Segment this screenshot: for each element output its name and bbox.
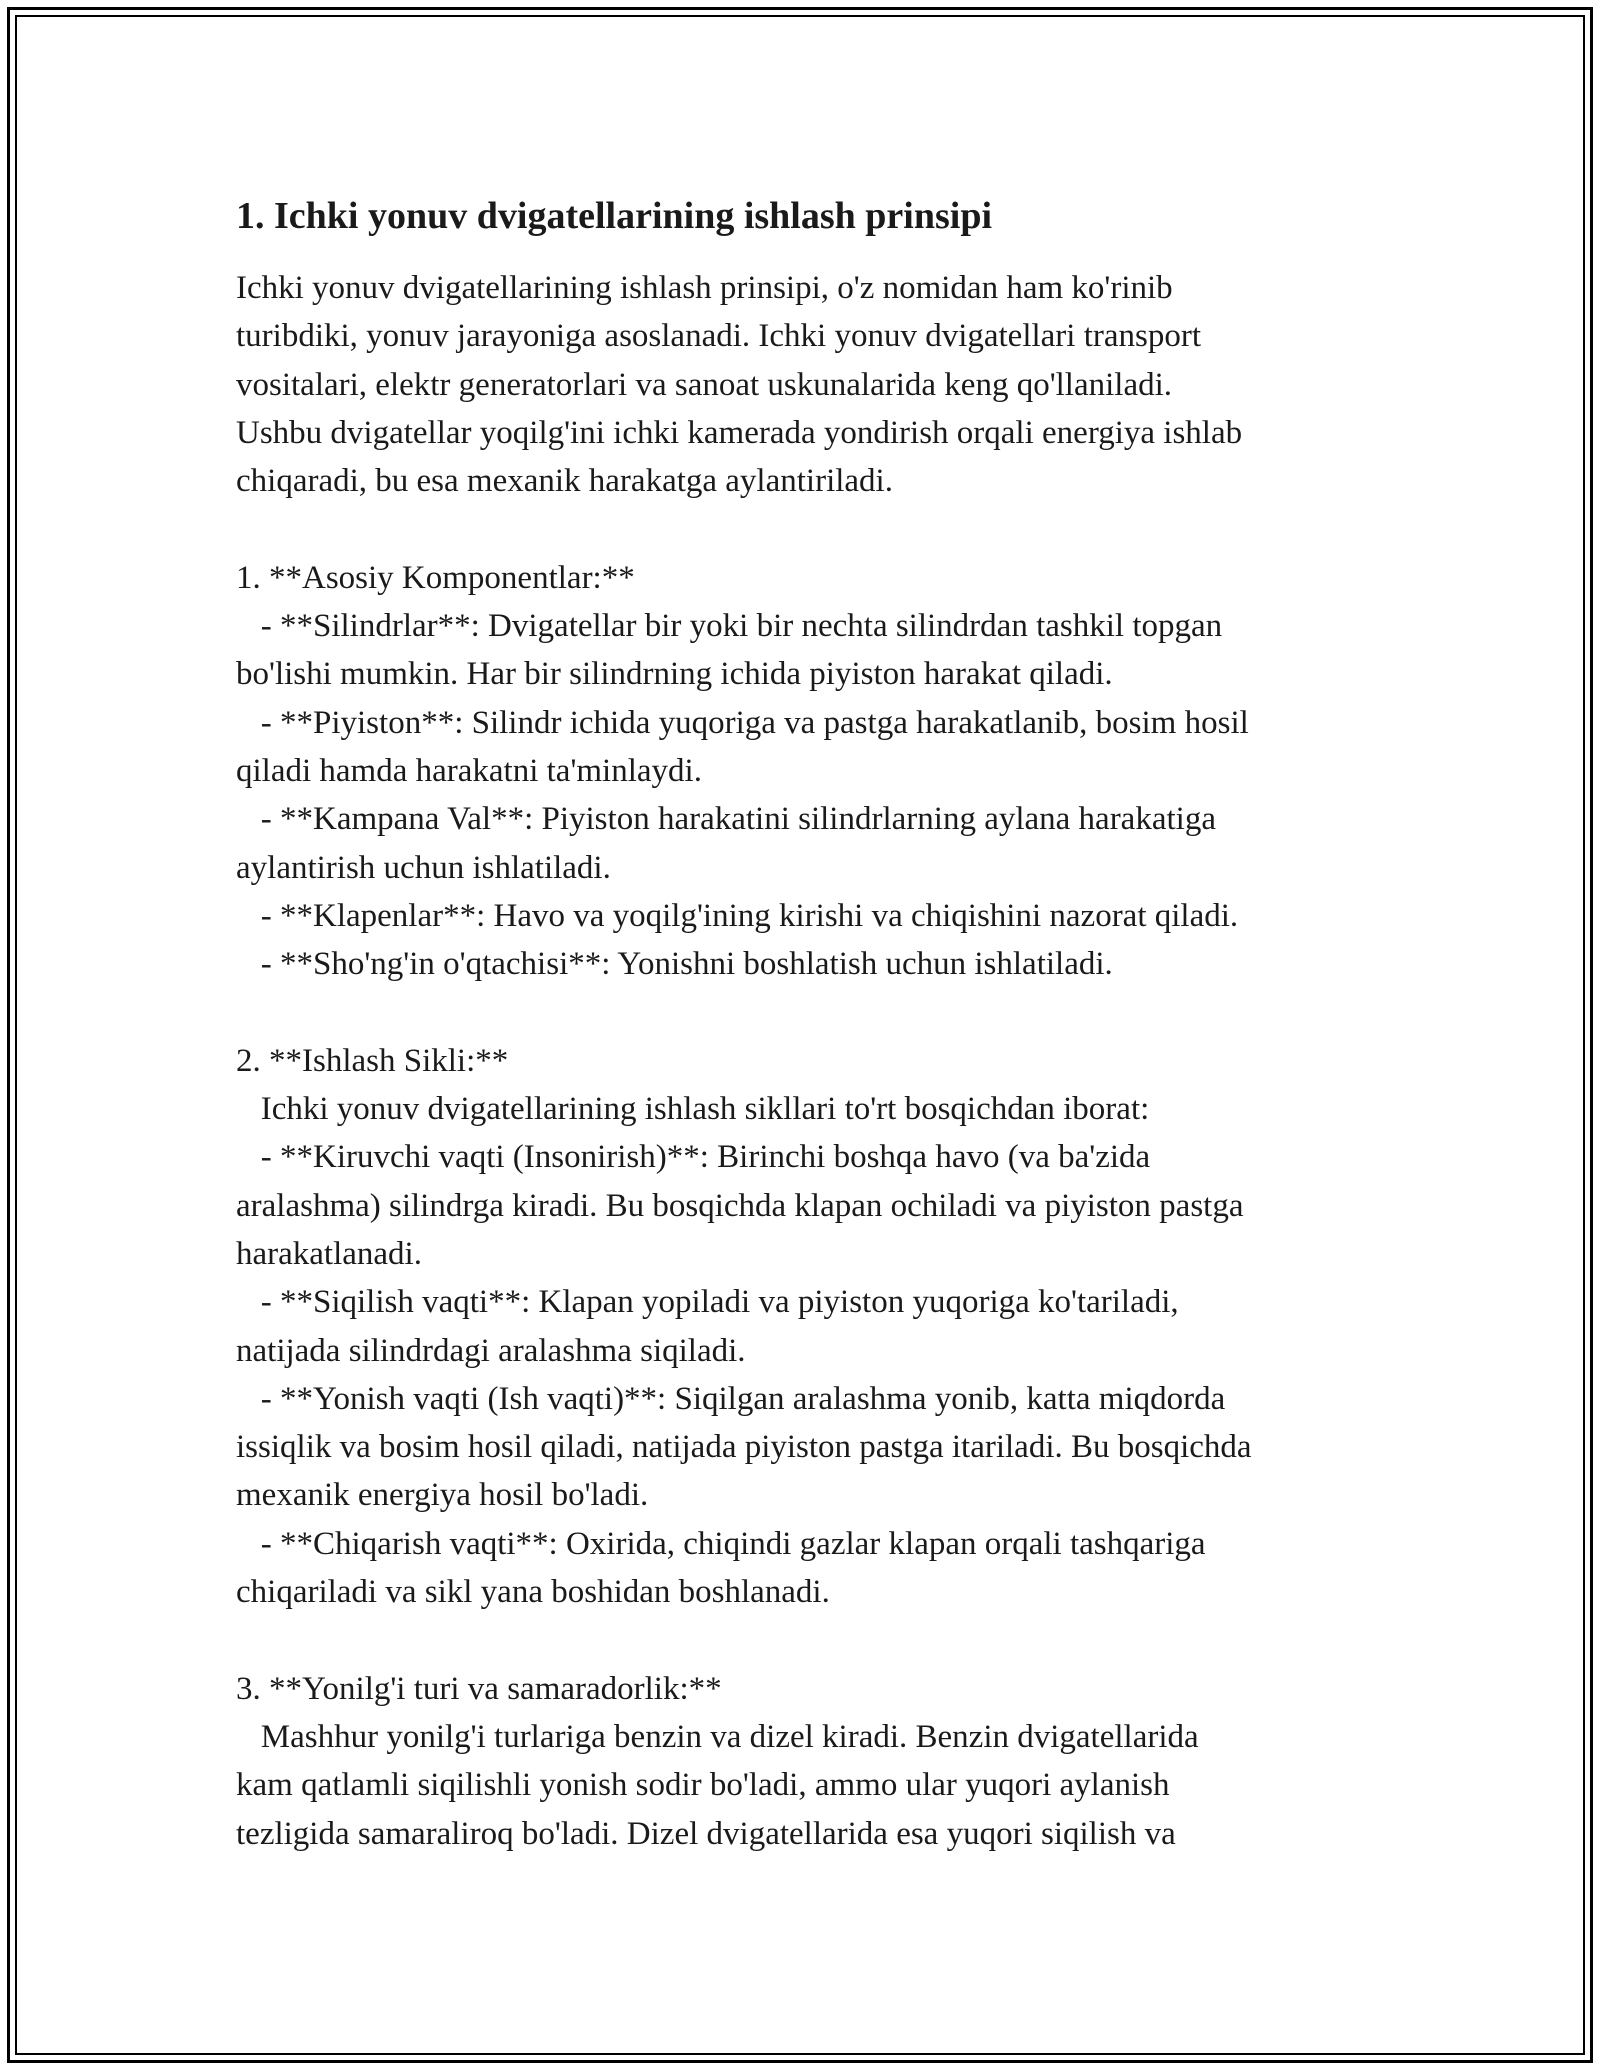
text-line: chiqariladi va sikl yana boshidan boshlanadi. — [236, 1574, 830, 1611]
text-line: - **Kiruvchi vaqti (Insonirish)**: Birinchi boshqa havo (va ba'zida — [236, 1139, 1151, 1176]
text-line: chiqaradi, bu esa mexanik harakatga aylantiriladi. — [236, 463, 893, 500]
text-line: Ushbu dvigatellar yoqilg'ini ichki kamerada yondirish orqali energiya ishlab — [236, 414, 1243, 451]
text-line: aylantirish uchun ishlatiladi. — [236, 849, 611, 886]
blank-line — [236, 988, 1386, 1036]
text-line: tezligida samaraliroq bo'ladi. Dizel dvigatellarida esa yuqori siqilish va — [236, 1815, 1176, 1852]
text-line: mexanik energiya hosil bo'ladi. — [236, 1477, 649, 1514]
document-body — [236, 264, 1386, 1858]
text-line: qiladi hamda harakatni ta'minlaydi. — [236, 752, 702, 789]
text-line: 2. **Ishlash Sikli:** — [236, 1042, 509, 1079]
text-line: issiqlik va bosim hosil qiladi, natijada piyiston pastga itariladi. Bu bosqichda — [236, 1429, 1252, 1466]
text-line: aralashma) silindrga kiradi. Bu bosqichda klapan ochiladi va piyiston pastga — [236, 1187, 1244, 1224]
text-line: 3. **Yonilg'i turi va samaradorlik:** — [236, 1670, 722, 1707]
text-line: - **Sho'ng'in o'qtachisi**: Yonishni boshlatish uchun ishlatiladi. — [236, 946, 1113, 983]
text-line: vositalari, elektr generatorlari va sanoat uskunalarida keng qo'llaniladi. — [236, 366, 1173, 403]
text-line: - **Siqilish vaqti**: Klapan yopiladi va piyiston yuqoriga ko'tariladi, — [236, 1284, 1179, 1321]
text-line: turibdiki, yonuv jarayoniga asoslanadi. Ichki yonuv dvigatellari transport — [236, 318, 1202, 355]
text-line: - **Piyiston**: Silindr ichida yuqoriga va pastga harakatlanib, bosim hosil — [236, 704, 1249, 741]
blank-line — [236, 505, 1386, 553]
document-content — [236, 190, 1386, 1858]
document-heading: 1. Ichki yonuv dvigatellarining ishlash prinsipi — [236, 195, 993, 237]
text-line: Mashhur yonilg'i turlariga benzin va dizel kiradi. Benzin dvigatellarida — [236, 1718, 1199, 1755]
text-line: natijada silindrdagi aralashma siqiladi. — [236, 1332, 746, 1369]
text-line: - **Chiqarish vaqti**: Oxirida, chiqindi gazlar klapan orqali tashqariga — [236, 1525, 1206, 1562]
text-line: Ichki yonuv dvigatellarining ishlash prinsipi, o'z nomidan ham ko'rinib — [236, 270, 1173, 306]
blank-line — [236, 1616, 1386, 1664]
text-line: - **Klapenlar**: Havo va yoqilg'ining kirishi va chiqishini nazorat qiladi. — [236, 897, 1239, 934]
text-line: Ichki yonuv dvigatellarining ishlash sikllari to'rt bosqichdan iborat: — [236, 1091, 1150, 1128]
text-line: - **Kampana Val**: Piyiston harakatini silindrlarning aylana harakatiga — [236, 801, 1216, 838]
text-line: bo'lishi mumkin. Har bir silindrning ichida piyiston harakat qiladi. — [236, 656, 1113, 693]
text-line: - **Silindrlar**: Dvigatellar bir yoki bir nechta silindrdan tashkil topgan — [236, 608, 1223, 645]
text-line: kam qatlamli siqilishli yonish sodir bo'ladi, ammo ular yuqori aylanish — [236, 1767, 1170, 1804]
text-line: harakatlanadi. — [236, 1235, 422, 1272]
text-line: 1. **Asosiy Komponentlar:** — [236, 559, 635, 596]
text-line: - **Yonish vaqti (Ish vaqti)**: Siqilgan aralashma yonib, katta miqdorda — [236, 1380, 1226, 1417]
